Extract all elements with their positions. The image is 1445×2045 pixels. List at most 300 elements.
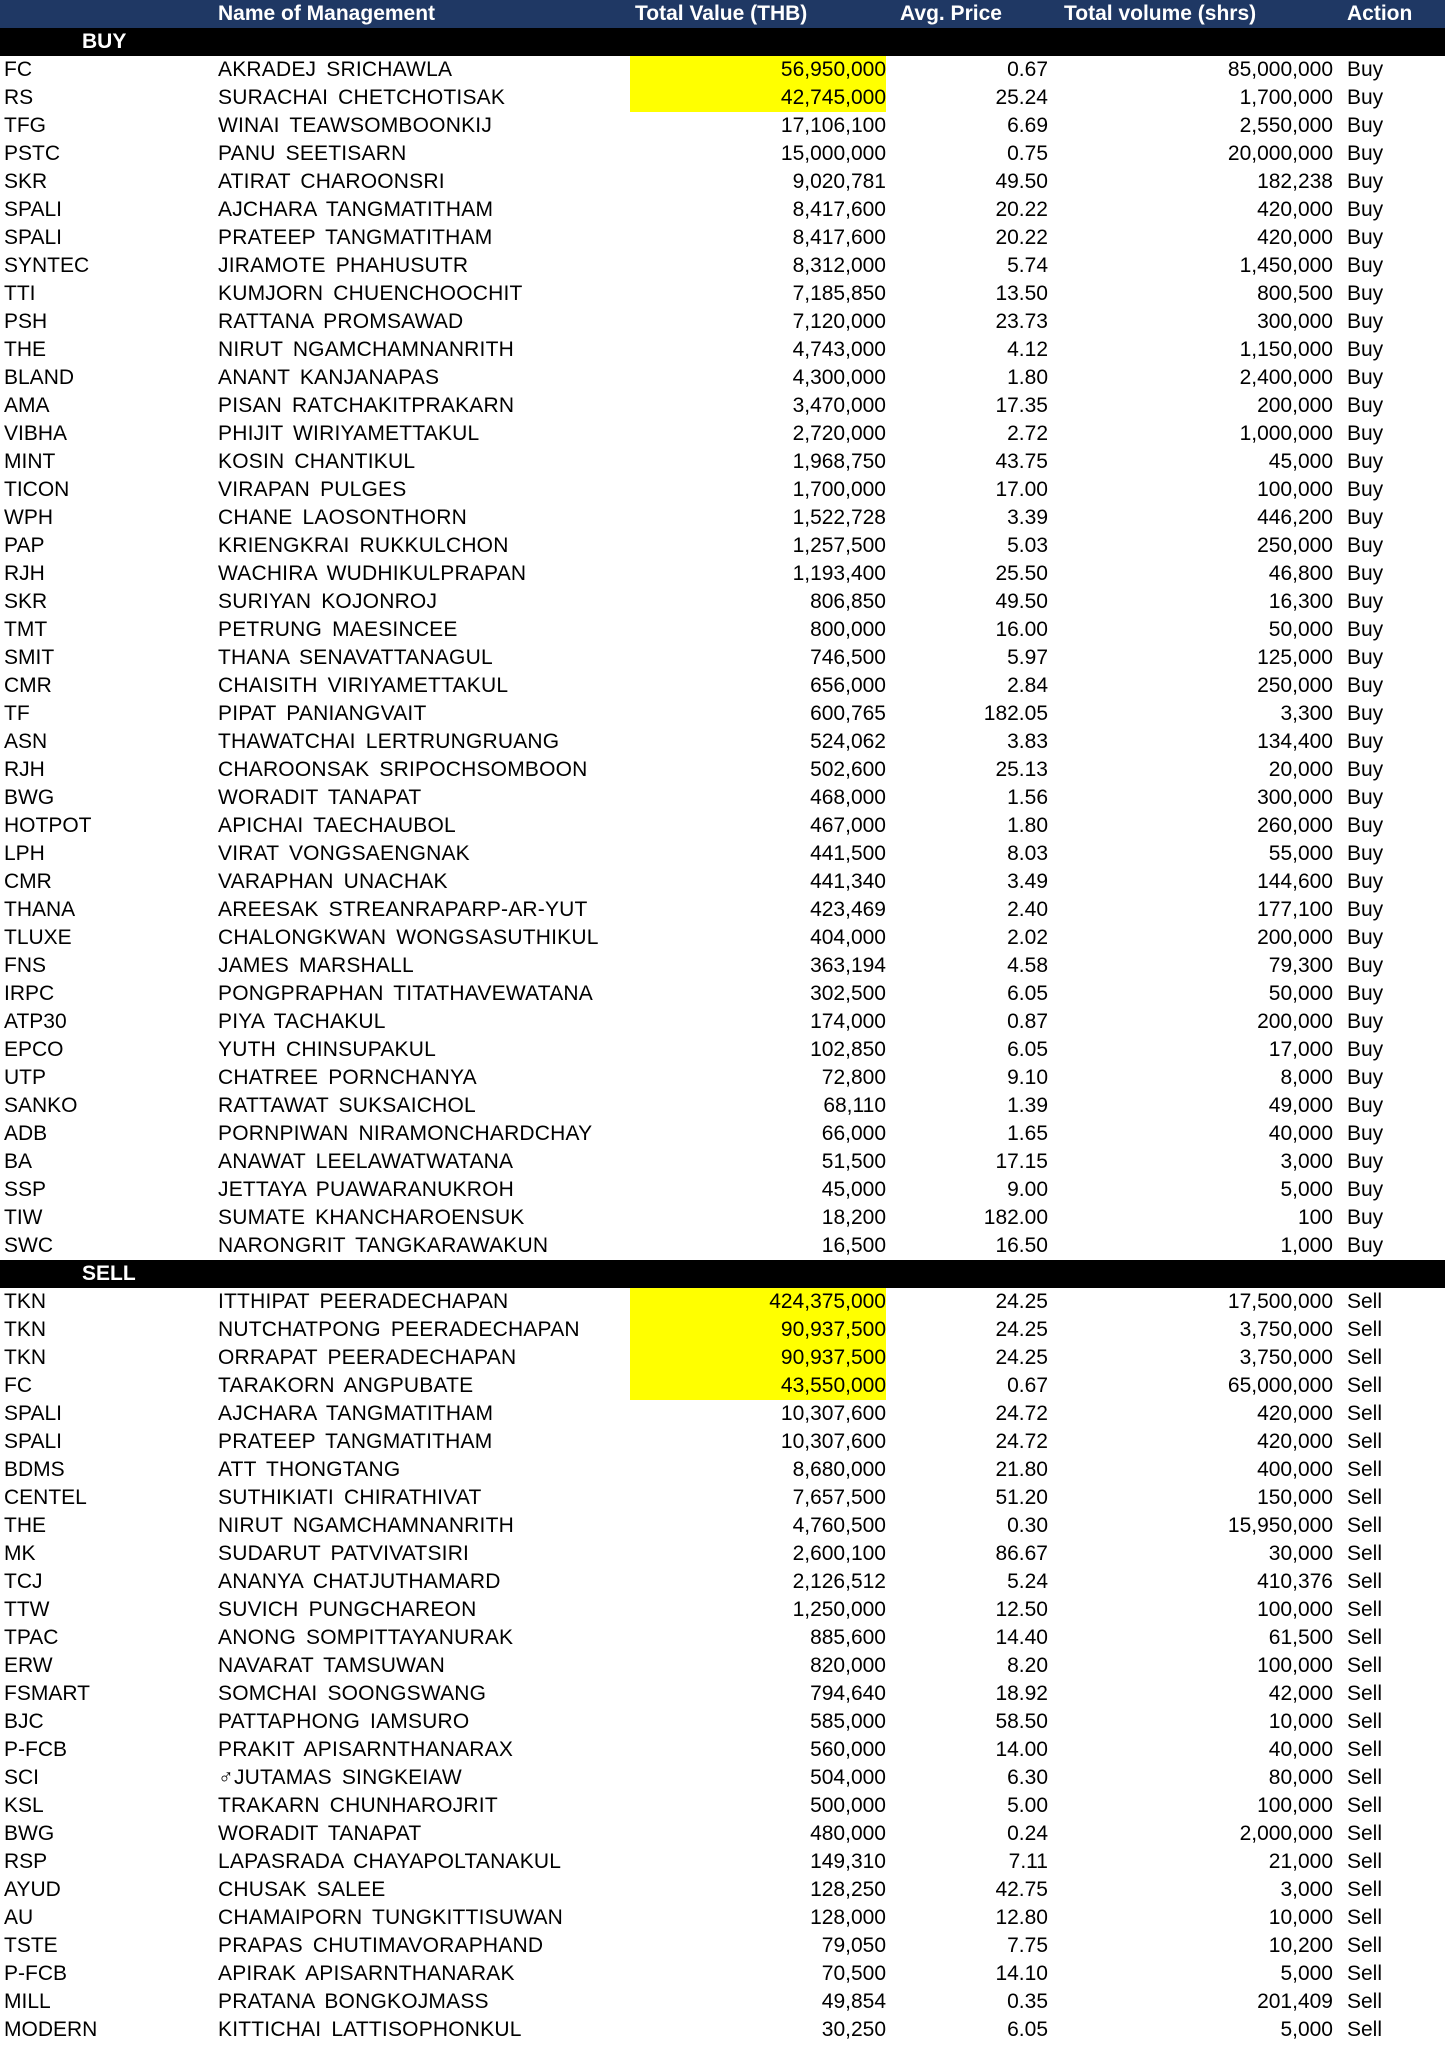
- total-volume-cell[interactable]: 150,000: [1257, 1486, 1333, 1509]
- avg-price-cell[interactable]: 58.50: [995, 1710, 1048, 1733]
- ticker-cell[interactable]: CMR: [4, 870, 52, 893]
- action-cell[interactable]: Buy: [1347, 758, 1384, 781]
- name-cell[interactable]: SURIYAN KOJONROJ: [218, 590, 438, 613]
- avg-price-cell[interactable]: 20.22: [995, 198, 1048, 221]
- action-cell[interactable]: Sell: [1347, 1542, 1383, 1565]
- total-volume-cell[interactable]: 100,000: [1257, 1794, 1333, 1817]
- ticker-cell[interactable]: ADB: [4, 1122, 48, 1145]
- total-volume-cell[interactable]: 10,000: [1268, 1710, 1333, 1733]
- action-cell[interactable]: Sell: [1347, 1486, 1383, 1509]
- action-cell[interactable]: Sell: [1347, 1458, 1383, 1481]
- total-value-cell[interactable]: 68,110: [823, 1094, 886, 1117]
- action-cell[interactable]: Buy: [1347, 1206, 1384, 1229]
- ticker-cell[interactable]: TKN: [4, 1290, 46, 1313]
- total-volume-cell[interactable]: 79,300: [1268, 954, 1333, 977]
- total-volume-cell[interactable]: 3,300: [1280, 702, 1333, 725]
- action-cell[interactable]: Sell: [1347, 1962, 1383, 1985]
- name-cell[interactable]: ANANT KANJANAPAS: [218, 366, 440, 389]
- name-cell[interactable]: CHUSAK SALEE: [218, 1878, 386, 1901]
- name-cell[interactable]: LAPASRADA CHAYAPOLTANAKUL: [218, 1850, 562, 1873]
- total-volume-cell[interactable]: 3,750,000: [1239, 1318, 1333, 1341]
- total-value-cell[interactable]: 174,000: [810, 1010, 886, 1033]
- total-volume-cell[interactable]: 410,376: [1257, 1570, 1333, 1593]
- total-value-cell[interactable]: 7,120,000: [792, 310, 886, 333]
- ticker-cell[interactable]: TICON: [4, 478, 70, 501]
- action-cell[interactable]: Sell: [1347, 1598, 1383, 1621]
- avg-price-cell[interactable]: 0.75: [1007, 142, 1048, 165]
- ticker-cell[interactable]: SYNTEC: [4, 254, 90, 277]
- action-cell[interactable]: Sell: [1347, 1514, 1383, 1537]
- avg-price-cell[interactable]: 14.40: [995, 1626, 1048, 1649]
- total-volume-cell[interactable]: 8,000: [1280, 1066, 1333, 1089]
- action-cell[interactable]: Sell: [1347, 1794, 1383, 1817]
- total-value-cell[interactable]: 42,745,000: [630, 84, 886, 112]
- total-volume-cell[interactable]: 17,500,000: [1227, 1290, 1333, 1313]
- total-volume-cell[interactable]: 182,238: [1257, 170, 1333, 193]
- name-cell[interactable]: ANONG SOMPITTAYANURAK: [218, 1626, 514, 1649]
- total-value-cell[interactable]: 885,600: [810, 1626, 886, 1649]
- total-volume-cell[interactable]: 2,000,000: [1239, 1822, 1333, 1845]
- ticker-cell[interactable]: P-FCB: [4, 1962, 67, 1985]
- avg-price-cell[interactable]: 17.35: [995, 394, 1048, 417]
- name-cell[interactable]: CHANE LAOSONTHORN: [218, 506, 467, 529]
- name-cell[interactable]: PIPAT PANIANGVAIT: [218, 702, 427, 725]
- total-value-cell[interactable]: 1,522,728: [792, 506, 886, 529]
- total-volume-cell[interactable]: 50,000: [1268, 618, 1333, 641]
- ticker-cell[interactable]: THANA: [4, 898, 76, 921]
- ticker-cell[interactable]: MINT: [4, 450, 56, 473]
- avg-price-cell[interactable]: 51.20: [995, 1486, 1048, 1509]
- total-volume-cell[interactable]: 3,000: [1280, 1878, 1333, 1901]
- total-value-cell[interactable]: 441,340: [810, 870, 886, 893]
- name-cell[interactable]: AJCHARA TANGMATITHAM: [218, 198, 494, 221]
- total-value-cell[interactable]: 800,000: [810, 618, 886, 641]
- action-cell[interactable]: Buy: [1347, 226, 1384, 249]
- action-cell[interactable]: Sell: [1347, 1402, 1383, 1425]
- ticker-cell[interactable]: SPALI: [4, 1402, 62, 1425]
- total-volume-cell[interactable]: 300,000: [1257, 310, 1333, 333]
- total-volume-cell[interactable]: 42,000: [1268, 1682, 1333, 1705]
- total-value-cell[interactable]: 820,000: [810, 1654, 886, 1677]
- total-volume-cell[interactable]: 55,000: [1268, 842, 1333, 865]
- name-cell[interactable]: VARAPHAN UNACHAK: [218, 870, 448, 893]
- header-action[interactable]: Action: [1347, 2, 1413, 25]
- action-cell[interactable]: Buy: [1347, 954, 1384, 977]
- name-cell[interactable]: CHAMAIPORN TUNGKITTISUWAN: [218, 1906, 564, 1929]
- name-cell[interactable]: THANA SENAVATTANAGUL: [218, 646, 493, 669]
- total-volume-cell[interactable]: 100,000: [1257, 478, 1333, 501]
- action-cell[interactable]: Buy: [1347, 534, 1384, 557]
- action-cell[interactable]: Buy: [1347, 618, 1384, 641]
- name-cell[interactable]: ITTHIPAT PEERADECHAPAN: [218, 1290, 509, 1313]
- avg-price-cell[interactable]: 86.67: [995, 1542, 1048, 1565]
- name-cell[interactable]: THAWATCHAI LERTRUNGRUANG: [218, 730, 560, 753]
- total-volume-cell[interactable]: 134,400: [1257, 730, 1333, 753]
- total-volume-cell[interactable]: 61,500: [1268, 1626, 1333, 1649]
- ticker-cell[interactable]: P-FCB: [4, 1738, 67, 1761]
- action-cell[interactable]: Sell: [1347, 1570, 1383, 1593]
- ticker-cell[interactable]: MODERN: [4, 2018, 98, 2041]
- total-value-cell[interactable]: 746,500: [810, 646, 886, 669]
- total-value-cell[interactable]: 8,417,600: [792, 226, 886, 249]
- ticker-cell[interactable]: TLUXE: [4, 926, 72, 949]
- name-cell[interactable]: WINAI TEAWSOMBOONKIJ: [218, 114, 493, 137]
- action-cell[interactable]: Sell: [1347, 1878, 1383, 1901]
- avg-price-cell[interactable]: 12.50: [995, 1598, 1048, 1621]
- avg-price-cell[interactable]: 24.25: [995, 1346, 1048, 1369]
- action-cell[interactable]: Buy: [1347, 730, 1384, 753]
- avg-price-cell[interactable]: 5.03: [1007, 534, 1048, 557]
- ticker-cell[interactable]: SPALI: [4, 226, 62, 249]
- name-cell[interactable]: PRAKIT APISARNTHANARAX: [218, 1738, 514, 1761]
- name-cell[interactable]: PHIJIT WIRIYAMETTAKUL: [218, 422, 480, 445]
- avg-price-cell[interactable]: 1.80: [1007, 366, 1048, 389]
- avg-price-cell[interactable]: 16.50: [995, 1234, 1048, 1257]
- action-cell[interactable]: Buy: [1347, 1150, 1384, 1173]
- ticker-cell[interactable]: AYUD: [4, 1878, 61, 1901]
- total-value-cell[interactable]: 806,850: [810, 590, 886, 613]
- ticker-cell[interactable]: TPAC: [4, 1626, 59, 1649]
- total-value-cell[interactable]: 102,850: [810, 1038, 886, 1061]
- total-volume-cell[interactable]: 200,000: [1257, 926, 1333, 949]
- avg-price-cell[interactable]: 16.00: [995, 618, 1048, 641]
- ticker-cell[interactable]: ERW: [4, 1654, 53, 1677]
- total-value-cell[interactable]: 363,194: [810, 954, 886, 977]
- header-total-volume[interactable]: Total volume (shrs): [1064, 2, 1257, 25]
- action-cell[interactable]: Sell: [1347, 1682, 1383, 1705]
- total-volume-cell[interactable]: 40,000: [1268, 1122, 1333, 1145]
- total-volume-cell[interactable]: 20,000: [1268, 758, 1333, 781]
- total-value-cell[interactable]: 1,257,500: [792, 534, 886, 557]
- avg-price-cell[interactable]: 5.97: [1007, 646, 1048, 669]
- ticker-cell[interactable]: MILL: [4, 1990, 51, 2013]
- total-volume-cell[interactable]: 400,000: [1257, 1458, 1333, 1481]
- name-cell[interactable]: CHAROONSAK SRIPOCHSOMBOON: [218, 758, 588, 781]
- ticker-cell[interactable]: BWG: [4, 786, 55, 809]
- total-value-cell[interactable]: 79,050: [821, 1934, 886, 1957]
- avg-price-cell[interactable]: 18.92: [995, 1682, 1048, 1705]
- name-cell[interactable]: KOSIN CHANTIKUL: [218, 450, 416, 473]
- ticker-cell[interactable]: HOTPOT: [4, 814, 92, 837]
- action-cell[interactable]: Buy: [1347, 142, 1384, 165]
- name-cell[interactable]: ANAWAT LEELAWATWATANA: [218, 1150, 514, 1173]
- ticker-cell[interactable]: FSMART: [4, 1682, 90, 1705]
- total-value-cell[interactable]: 51,500: [821, 1150, 886, 1173]
- total-value-cell[interactable]: 7,657,500: [792, 1486, 886, 1509]
- action-cell[interactable]: Sell: [1347, 1346, 1383, 1369]
- ticker-cell[interactable]: KSL: [4, 1794, 44, 1817]
- total-value-cell[interactable]: 90,937,500: [630, 1316, 886, 1344]
- avg-price-cell[interactable]: 0.67: [1007, 58, 1048, 81]
- avg-price-cell[interactable]: 7.75: [1007, 1934, 1048, 1957]
- action-cell[interactable]: Buy: [1347, 338, 1384, 361]
- name-cell[interactable]: RATTANA PROMSAWAD: [218, 310, 464, 333]
- ticker-cell[interactable]: TTI: [4, 282, 36, 305]
- ticker-cell[interactable]: ASN: [4, 730, 48, 753]
- action-cell[interactable]: Buy: [1347, 422, 1384, 445]
- action-cell[interactable]: Buy: [1347, 394, 1384, 417]
- action-cell[interactable]: Sell: [1347, 1850, 1383, 1873]
- avg-price-cell[interactable]: 25.50: [995, 562, 1048, 585]
- total-value-cell[interactable]: 8,417,600: [792, 198, 886, 221]
- total-value-cell[interactable]: 8,680,000: [792, 1458, 886, 1481]
- ticker-cell[interactable]: TSTE: [4, 1934, 58, 1957]
- total-volume-cell[interactable]: 15,950,000: [1227, 1514, 1333, 1537]
- action-cell[interactable]: Sell: [1347, 1934, 1383, 1957]
- total-value-cell[interactable]: 7,185,850: [792, 282, 886, 305]
- action-cell[interactable]: Buy: [1347, 58, 1384, 81]
- total-volume-cell[interactable]: 30,000: [1268, 1542, 1333, 1565]
- ticker-cell[interactable]: BDMS: [4, 1458, 65, 1481]
- ticker-cell[interactable]: BWG: [4, 1822, 55, 1845]
- total-value-cell[interactable]: 4,760,500: [792, 1514, 886, 1537]
- action-cell[interactable]: Sell: [1347, 1318, 1383, 1341]
- total-volume-cell[interactable]: 1,700,000: [1239, 86, 1333, 109]
- total-value-cell[interactable]: 3,470,000: [792, 394, 886, 417]
- name-cell[interactable]: KUMJORN CHUENCHOOCHIT: [218, 282, 523, 305]
- total-value-cell[interactable]: 2,600,100: [792, 1542, 886, 1565]
- total-volume-cell[interactable]: 65,000,000: [1227, 1374, 1333, 1397]
- avg-price-cell[interactable]: 5.74: [1007, 254, 1048, 277]
- action-cell[interactable]: Buy: [1347, 562, 1384, 585]
- total-value-cell[interactable]: 149,310: [810, 1850, 886, 1873]
- total-volume-cell[interactable]: 100,000: [1257, 1598, 1333, 1621]
- total-volume-cell[interactable]: 300,000: [1257, 786, 1333, 809]
- action-cell[interactable]: Buy: [1347, 870, 1384, 893]
- total-volume-cell[interactable]: 50,000: [1268, 982, 1333, 1005]
- action-cell[interactable]: Buy: [1347, 450, 1384, 473]
- total-volume-cell[interactable]: 1,000,000: [1239, 422, 1333, 445]
- total-value-cell[interactable]: 16,500: [821, 1234, 886, 1257]
- avg-price-cell[interactable]: 4.58: [1007, 954, 1048, 977]
- name-cell[interactable]: VIRAPAN PULGES: [218, 478, 407, 501]
- total-volume-cell[interactable]: 80,000: [1268, 1766, 1333, 1789]
- total-volume-cell[interactable]: 16,300: [1268, 590, 1333, 613]
- name-cell[interactable]: NUTCHATPONG PEERADECHAPAN: [218, 1318, 580, 1341]
- ticker-cell[interactable]: BJC: [4, 1710, 44, 1733]
- name-cell[interactable]: CHATREE PORNCHANYA: [218, 1066, 477, 1089]
- name-cell[interactable]: RATTAWAT SUKSAICHOL: [218, 1094, 476, 1117]
- total-value-cell[interactable]: 2,720,000: [792, 422, 886, 445]
- avg-price-cell[interactable]: 42.75: [995, 1878, 1048, 1901]
- ticker-cell[interactable]: AU: [4, 1906, 34, 1929]
- ticker-cell[interactable]: SPALI: [4, 198, 62, 221]
- total-volume-cell[interactable]: 10,000: [1268, 1906, 1333, 1929]
- action-cell[interactable]: Buy: [1347, 898, 1384, 921]
- total-value-cell[interactable]: 128,000: [810, 1906, 886, 1929]
- total-volume-cell[interactable]: 2,400,000: [1239, 366, 1333, 389]
- action-cell[interactable]: Buy: [1347, 842, 1384, 865]
- action-cell[interactable]: Buy: [1347, 926, 1384, 949]
- ticker-cell[interactable]: CENTEL: [4, 1486, 87, 1509]
- name-cell[interactable]: NIRUT NGAMCHAMNANRITH: [218, 338, 514, 361]
- total-value-cell[interactable]: 424,375,000: [630, 1288, 886, 1316]
- name-cell[interactable]: AREESAK STREANRAPARP-AR-YUT: [218, 898, 588, 921]
- ticker-cell[interactable]: BA: [4, 1150, 33, 1173]
- avg-price-cell[interactable]: 25.24: [995, 86, 1048, 109]
- avg-price-cell[interactable]: 25.13: [995, 758, 1048, 781]
- name-cell[interactable]: PATTAPHONG IAMSURO: [218, 1710, 470, 1733]
- total-volume-cell[interactable]: 10,200: [1268, 1934, 1333, 1957]
- name-cell[interactable]: TRAKARN CHUNHAROJRIT: [218, 1794, 498, 1817]
- total-volume-cell[interactable]: 2,550,000: [1239, 114, 1333, 137]
- ticker-cell[interactable]: FC: [4, 58, 32, 81]
- total-volume-cell[interactable]: 1,150,000: [1239, 338, 1333, 361]
- total-value-cell[interactable]: 10,307,600: [780, 1402, 886, 1425]
- total-volume-cell[interactable]: 85,000,000: [1227, 58, 1333, 81]
- name-cell[interactable]: JETTAYA PUAWARANUKROH: [218, 1178, 515, 1201]
- total-value-cell[interactable]: 10,307,600: [780, 1430, 886, 1453]
- total-value-cell[interactable]: 90,937,500: [630, 1344, 886, 1372]
- ticker-cell[interactable]: UTP: [4, 1066, 46, 1089]
- avg-price-cell[interactable]: 2.84: [1007, 674, 1048, 697]
- avg-price-cell[interactable]: 6.05: [1007, 1038, 1048, 1061]
- total-value-cell[interactable]: 600,765: [810, 702, 886, 725]
- header-total-value[interactable]: Total Value (THB): [635, 2, 808, 25]
- avg-price-cell[interactable]: 6.69: [1007, 114, 1048, 137]
- ticker-cell[interactable]: FNS: [4, 954, 46, 977]
- avg-price-cell[interactable]: 9.10: [1007, 1066, 1048, 1089]
- ticker-cell[interactable]: MK: [4, 1542, 36, 1565]
- name-cell[interactable]: TARAKORN ANGPUBATE: [218, 1374, 474, 1397]
- total-value-cell[interactable]: 72,800: [821, 1066, 886, 1089]
- name-cell[interactable]: SUVICH PUNGCHAREON: [218, 1598, 477, 1621]
- total-volume-cell[interactable]: 420,000: [1257, 226, 1333, 249]
- total-value-cell[interactable]: 423,469: [810, 898, 886, 921]
- total-value-cell[interactable]: 56,950,000: [630, 56, 886, 84]
- total-value-cell[interactable]: 560,000: [810, 1738, 886, 1761]
- avg-price-cell[interactable]: 4.12: [1007, 338, 1048, 361]
- action-cell[interactable]: Buy: [1347, 814, 1384, 837]
- ticker-cell[interactable]: LPH: [4, 842, 45, 865]
- name-cell[interactable]: WACHIRA WUDHIKULPRAPAN: [218, 562, 527, 585]
- total-value-cell[interactable]: 1,700,000: [792, 478, 886, 501]
- ticker-cell[interactable]: TKN: [4, 1318, 46, 1341]
- total-value-cell[interactable]: 585,000: [810, 1710, 886, 1733]
- avg-price-cell[interactable]: 1.80: [1007, 814, 1048, 837]
- total-value-cell[interactable]: 504,000: [810, 1766, 886, 1789]
- total-volume-cell[interactable]: 260,000: [1257, 814, 1333, 837]
- ticker-cell[interactable]: SKR: [4, 590, 48, 613]
- name-cell[interactable]: SUMATE KHANCHAROENSUK: [218, 1206, 525, 1229]
- avg-price-cell[interactable]: 1.39: [1007, 1094, 1048, 1117]
- avg-price-cell[interactable]: 5.24: [1007, 1570, 1048, 1593]
- total-volume-cell[interactable]: 420,000: [1257, 198, 1333, 221]
- ticker-cell[interactable]: SPALI: [4, 1430, 62, 1453]
- total-value-cell[interactable]: 302,500: [810, 982, 886, 1005]
- total-value-cell[interactable]: 45,000: [821, 1178, 886, 1201]
- avg-price-cell[interactable]: 6.05: [1007, 2018, 1048, 2041]
- header-avg-price[interactable]: Avg. Price: [900, 2, 1002, 25]
- action-cell[interactable]: Buy: [1347, 1066, 1384, 1089]
- total-volume-cell[interactable]: 45,000: [1268, 450, 1333, 473]
- action-cell[interactable]: Buy: [1347, 198, 1384, 221]
- name-cell[interactable]: JAMES MARSHALL: [218, 954, 414, 977]
- ticker-cell[interactable]: PAP: [4, 534, 45, 557]
- total-value-cell[interactable]: 524,062: [810, 730, 886, 753]
- ticker-cell[interactable]: RJH: [4, 758, 45, 781]
- avg-price-cell[interactable]: 182.05: [983, 702, 1048, 725]
- total-value-cell[interactable]: 4,743,000: [792, 338, 886, 361]
- avg-price-cell[interactable]: 14.00: [995, 1738, 1048, 1761]
- name-cell[interactable]: WORADIT TANAPAT: [218, 786, 422, 809]
- name-cell[interactable]: YUTH CHINSUPAKUL: [218, 1038, 437, 1061]
- total-value-cell[interactable]: 502,600: [810, 758, 886, 781]
- avg-price-cell[interactable]: 0.30: [1007, 1514, 1048, 1537]
- avg-price-cell[interactable]: 24.25: [995, 1290, 1048, 1313]
- total-volume-cell[interactable]: 800,500: [1257, 282, 1333, 305]
- avg-price-cell[interactable]: 3.83: [1007, 730, 1048, 753]
- action-cell[interactable]: Buy: [1347, 310, 1384, 333]
- name-cell[interactable]: PIYA TACHAKUL: [218, 1010, 386, 1033]
- total-value-cell[interactable]: 1,250,000: [792, 1598, 886, 1621]
- total-volume-cell[interactable]: 46,800: [1268, 562, 1333, 585]
- ticker-cell[interactable]: TMT: [4, 618, 48, 641]
- name-cell[interactable]: JIRAMOTE PHAHUSUTR: [218, 254, 469, 277]
- action-cell[interactable]: Buy: [1347, 506, 1384, 529]
- ticker-cell[interactable]: IRPC: [4, 982, 55, 1005]
- name-cell[interactable]: SURACHAI CHETCHOTISAK: [218, 86, 506, 109]
- avg-price-cell[interactable]: 6.30: [1007, 1766, 1048, 1789]
- ticker-cell[interactable]: THE: [4, 1514, 46, 1537]
- name-cell[interactable]: PRATEEP TANGMATITHAM: [218, 226, 493, 249]
- total-volume-cell[interactable]: 100: [1297, 1206, 1333, 1229]
- total-value-cell[interactable]: 1,968,750: [792, 450, 886, 473]
- name-cell[interactable]: ORRAPAT PEERADECHAPAN: [218, 1346, 517, 1369]
- avg-price-cell[interactable]: 1.56: [1007, 786, 1048, 809]
- total-volume-cell[interactable]: 3,000: [1280, 1150, 1333, 1173]
- avg-price-cell[interactable]: 8.20: [1007, 1654, 1048, 1677]
- avg-price-cell[interactable]: 2.02: [1007, 926, 1048, 949]
- ticker-cell[interactable]: TIW: [4, 1206, 43, 1229]
- action-cell[interactable]: Sell: [1347, 1374, 1383, 1397]
- ticker-cell[interactable]: SKR: [4, 170, 48, 193]
- avg-price-cell[interactable]: 9.00: [1007, 1178, 1048, 1201]
- name-cell[interactable]: SUDARUT PATVIVATSIRI: [218, 1542, 470, 1565]
- ticker-cell[interactable]: VIBHA: [4, 422, 68, 445]
- total-value-cell[interactable]: 15,000,000: [780, 142, 886, 165]
- total-value-cell[interactable]: 18,200: [821, 1206, 886, 1229]
- action-cell[interactable]: Buy: [1347, 478, 1384, 501]
- total-volume-cell[interactable]: 200,000: [1257, 1010, 1333, 1033]
- total-value-cell[interactable]: 794,640: [810, 1682, 886, 1705]
- total-volume-cell[interactable]: 125,000: [1257, 646, 1333, 669]
- action-cell[interactable]: Buy: [1347, 86, 1384, 109]
- total-value-cell[interactable]: 467,000: [810, 814, 886, 837]
- name-cell[interactable]: VIRAT VONGSAENGNAK: [218, 842, 470, 865]
- total-value-cell[interactable]: 70,500: [821, 1962, 886, 1985]
- avg-price-cell[interactable]: 24.72: [995, 1430, 1048, 1453]
- action-cell[interactable]: Buy: [1347, 982, 1384, 1005]
- avg-price-cell[interactable]: 0.87: [1007, 1010, 1048, 1033]
- total-value-cell[interactable]: 43,550,000: [630, 1372, 886, 1400]
- total-volume-cell[interactable]: 17,000: [1268, 1038, 1333, 1061]
- avg-price-cell[interactable]: 6.05: [1007, 982, 1048, 1005]
- name-cell[interactable]: PETRUNG MAESINCEE: [218, 618, 458, 641]
- total-value-cell[interactable]: 4,300,000: [792, 366, 886, 389]
- name-cell[interactable]: KRIENGKRAI RUKKULCHON: [218, 534, 509, 557]
- section-title[interactable]: SELL: [82, 1262, 136, 1285]
- action-cell[interactable]: Buy: [1347, 1010, 1384, 1033]
- action-cell[interactable]: Buy: [1347, 1178, 1384, 1201]
- ticker-cell[interactable]: SSP: [4, 1178, 47, 1201]
- name-cell[interactable]: PANU SEETISARN: [218, 142, 407, 165]
- name-cell[interactable]: CHALONGKWAN WONGSASUTHIKUL: [218, 926, 599, 949]
- name-cell[interactable]: KITTICHAI LATTISOPHONKUL: [218, 2018, 522, 2041]
- ticker-cell[interactable]: AMA: [4, 394, 50, 417]
- ticker-cell[interactable]: CMR: [4, 674, 52, 697]
- total-value-cell[interactable]: 468,000: [810, 786, 886, 809]
